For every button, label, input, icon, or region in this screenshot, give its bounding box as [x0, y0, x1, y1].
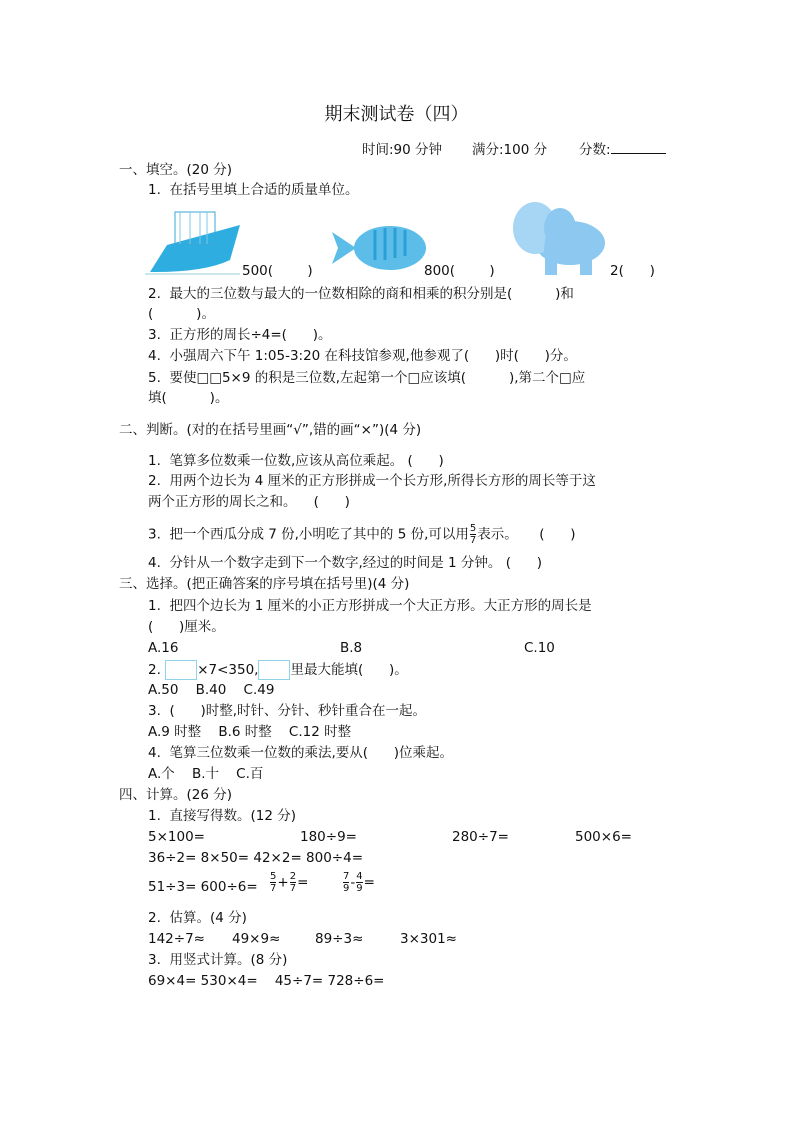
options: A.50 B.40 C.49 — [148, 682, 275, 698]
calc-item: 5×100= — [148, 829, 205, 845]
fraction — [470, 523, 476, 546]
equals: = — [363, 874, 375, 891]
full-score-info: 满分:100 分 — [472, 142, 548, 158]
denominator: 9 — [343, 883, 350, 894]
score-blank — [611, 141, 666, 154]
denominator: 7 — [270, 883, 277, 894]
elephant-image — [505, 198, 615, 278]
options: A.个 B.十 C.百 — [148, 766, 264, 782]
numerator: 2 — [289, 871, 297, 882]
fraction-sum — [269, 871, 308, 894]
question-text: 1. 把四个边长为 1 厘米的小正方形拼成一个大正方形。大正方形的周长是 — [148, 598, 592, 614]
q3-text-end: 表示。 ( ) — [477, 526, 576, 543]
blank-box — [258, 660, 290, 680]
estimate-item: 49×9≈ — [232, 931, 281, 947]
score-text: 分数: — [579, 142, 611, 158]
question-text: 3. 正方形的周长÷4=( )。 — [148, 327, 332, 343]
elephant-answer: 2( ) — [610, 263, 655, 279]
question-text — [148, 660, 408, 680]
question-text: 2. 最大的三位数与最大的一位数相除的商和相乘的积分别是( )和 — [148, 286, 574, 302]
calc-row: 69×4= 530×4= 45÷7= 728÷6= — [148, 973, 385, 989]
ship-answer: 500( ) — [242, 263, 313, 279]
estimate-item: 89÷3≈ — [315, 931, 364, 947]
option-a: A.16 — [148, 640, 179, 656]
question-text: 填( )。 — [148, 390, 229, 406]
equals: = — [297, 874, 309, 891]
denominator: 7 — [469, 535, 477, 546]
question-text: 2. 估算。(4 分) — [148, 910, 247, 926]
page-title: 期末测试卷（四） — [324, 104, 469, 125]
calc-row: 36÷2= 8×50= 42×2= 800÷4= — [148, 850, 364, 866]
calc-row: 51÷3= 600÷6= — [148, 879, 258, 895]
fraction-difference — [342, 871, 375, 894]
question-text: ( )。 — [148, 306, 215, 322]
q3-text: 3. 把一个西瓜分成 7 份,小明吃了其中的 5 份,可以用 — [148, 526, 469, 543]
section-1-heading: 一、填空。(20 分) — [119, 162, 233, 178]
q-number: 2. — [148, 662, 161, 678]
option-b: B.8 — [340, 640, 363, 656]
fish-answer: 800( ) — [424, 263, 495, 279]
q-text: ×7<350, — [197, 662, 259, 678]
operator: - — [350, 874, 356, 891]
section-2-heading: 二、判断。(对的在括号里画“√”,错的画“×”)(4 分) — [119, 422, 422, 438]
question-text: 两个正方形的周长之和。 ( ) — [148, 494, 350, 510]
question-text: 4. 小强周六下午 1:05-3:20 在科技馆参观,他参观了( )时( )分。 — [148, 348, 577, 364]
blank-box — [165, 660, 197, 680]
score-label — [579, 141, 666, 159]
calc-item: 280÷7= — [452, 829, 509, 845]
numerator: 5 — [270, 871, 277, 882]
estimate-item: 142÷7≈ — [148, 931, 205, 947]
question-text: 3. ( )时整,时针、分针、秒针重合在一起。 — [148, 703, 427, 719]
operator: + — [277, 874, 289, 891]
ship-image — [145, 200, 245, 278]
estimate-item: 3×301≈ — [400, 931, 457, 947]
fish-image — [330, 220, 430, 278]
time-info: 时间:90 分钟 — [362, 142, 443, 158]
question-text — [148, 523, 576, 546]
question-text: 3. 用竖式计算。(8 分) — [148, 952, 288, 968]
question-text: 1. 在括号里填上合适的质量单位。 — [148, 182, 359, 198]
section-3-heading: 三、选择。(把正确答案的序号填在括号里)(4 分) — [119, 576, 410, 592]
question-text: 1. 笔算多位数乘一位数,应该从高位乘起。 ( ) — [148, 453, 444, 469]
question-text: 2. 用两个边长为 4 厘米的正方形拼成一个长方形,所得长方形的周长等于这 — [148, 473, 596, 489]
denominator: 7 — [289, 883, 297, 894]
denominator: 9 — [356, 883, 363, 894]
question-text: 1. 直接写得数。(12 分) — [148, 808, 296, 824]
question-text: 5. 要使□□5×9 的积是三位数,左起第一个□应该填( ),第二个□应 — [148, 370, 586, 386]
question-text: 4. 笔算三位数乘一位数的乘法,要从( )位乘起。 — [148, 745, 454, 761]
numerator: 5 — [469, 523, 477, 534]
numerator: 7 — [343, 871, 350, 882]
calc-item: 180÷9= — [300, 829, 357, 845]
q-text: 里最大能填( )。 — [290, 662, 408, 678]
numerator: 4 — [356, 871, 363, 882]
question-text: 4. 分针从一个数字走到下一个数字,经过的时间是 1 分钟。 ( ) — [148, 555, 542, 571]
option-c: C.10 — [524, 640, 555, 656]
section-4-heading: 四、计算。(26 分) — [119, 787, 233, 803]
question-text: ( )厘米。 — [148, 619, 225, 635]
options: A.9 时整 B.6 时整 C.12 时整 — [148, 724, 352, 740]
calc-item: 500×6= — [575, 829, 632, 845]
